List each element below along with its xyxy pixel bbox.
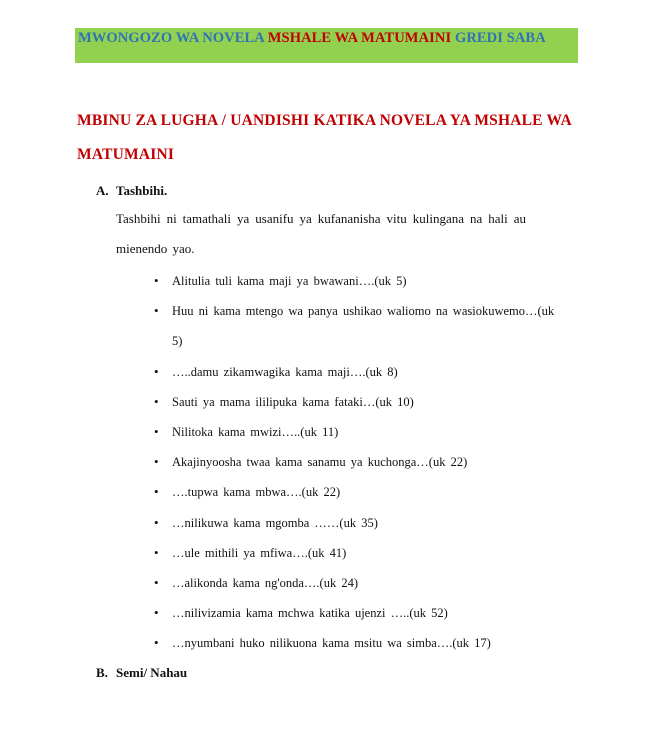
list-item: • …ule mithili ya mfiwa….(uk 41) (154, 538, 564, 568)
list-item: • ….tupwa kama mbwa….(uk 22) (154, 477, 564, 507)
examples-list (154, 266, 564, 659)
list-item: • …nyumbani huko nilikuona kama msitu wa simba….(uk 17) (154, 628, 564, 658)
definition-paragraph: Tashbihi ni tamathali ya usanifu ya kufananisha vitu kulingana na hali au mienendo yao. (116, 211, 526, 256)
section-b-title (96, 665, 187, 681)
list-item: • …..damu zikamwagika kama maji….(uk 8) (154, 357, 564, 387)
banner-title-part1: MWONGOZO WA NOVELA (78, 30, 265, 46)
section-a-letter: A. (96, 183, 109, 198)
banner-title-part2: MSHALE WA MATUMAINI (267, 30, 452, 46)
banner-title-part3: GREDI SABA (454, 30, 546, 46)
section-b-letter: B. (96, 665, 108, 680)
section-a-title (96, 183, 167, 199)
list-item: • Sauti ya mama ililipuka kama fataki…(uk 10) (154, 387, 564, 417)
list-item: • …alikonda kama ng'onda….(uk 24) (154, 568, 564, 598)
section-b-label: Semi/ Nahau (116, 665, 188, 680)
list-item: • …nilivizamia kama mchwa katika ujenzi …..(uk 52) (154, 598, 564, 628)
list-item: • Akajinyoosha twaa kama sanamu ya kuchonga…(uk 22) (154, 447, 564, 477)
list-item: • Nilitoka kama mwizi…..(uk 11) (154, 417, 564, 447)
list-item: • Huu ni kama mtengo wa panya ushikao waliomo na wasiokuwemo…(uk 5) (154, 296, 564, 356)
list-item: • …nilikuwa kama mgomba ……(uk 35) (154, 508, 564, 538)
section-heading: MBINU ZA LUGHA / UANDISHI KATIKA NOVELA YA MSHALE WA MATUMAINI (77, 112, 572, 163)
section-a-label: Tashbihi. (116, 183, 168, 198)
title-banner (75, 28, 578, 63)
list-item: • Alitulia tuli kama maji ya bwawani….(uk 5) (154, 266, 564, 296)
